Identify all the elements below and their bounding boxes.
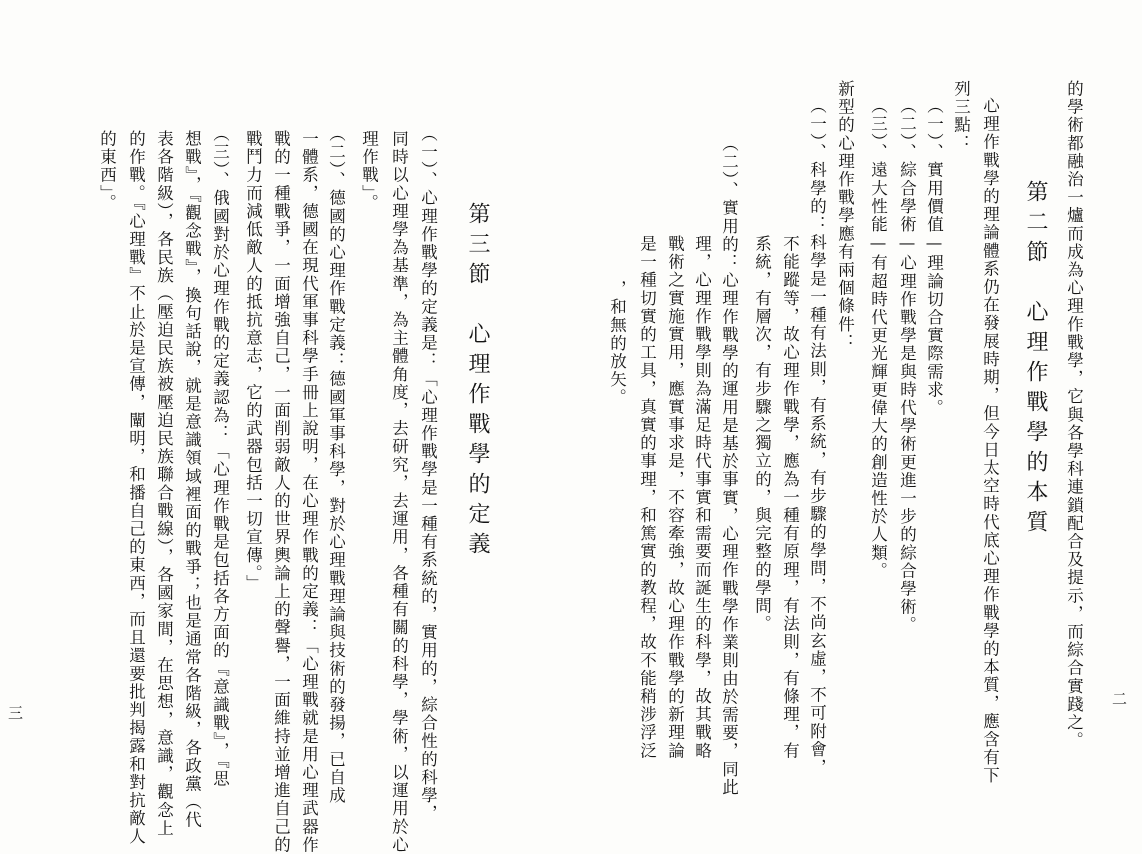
text-line: 戰術之實施實用，應實事求是，不容牽強，故心理作戰學的新理論 — [665, 235, 685, 760]
text-line: 想戰』，『觀念戰』，換句話說，就是意識領域裡面的戰爭；也是通常各階級，各政黨（代 — [182, 130, 202, 830]
text-line: 的作戰。『心理戰』不止於是宣傳，闡明，和播自己的東西，而且還要批判揭露和對抗敵人 — [126, 130, 146, 846]
text-line: （三）、遠大性能—有超時代更光輝更偉大的創造性於人類。 — [868, 97, 888, 580]
text-line: （一）、科學的：科學是一種有法則，有系統，有步驟的學問，不尚玄虛，不可附會， — [807, 97, 827, 777]
text-line: （一）、實用價值—理論切合實際需求。 — [924, 97, 944, 418]
text-line: （二）、德國的心理作戰定義：德國軍事科學，對於心理戰理論與技術的發揚，已自成 — [326, 125, 346, 805]
text-line: 的東西」。 — [97, 130, 117, 213]
text-line: 同時以心理學為基準，為主體角度，去研究，去運用，各種有關的科學，學術，以運用於心 — [389, 130, 409, 854]
text-line: 戰的一種戰爭，一面增強自己，一面削弱敵人的世界輿論上的聲譽，一面維持並增進自己的 — [271, 130, 291, 854]
text-line: 理作戰」。 — [359, 130, 379, 213]
text-line: （三）、俄國對於心理作戰的定義認為：「心理作戰是包括各方面的『意識戰』，『思 — [210, 125, 230, 789]
text-line: （一）、心理作戰學的定義是：「心理作戰學是一種有系統的，實用的，綜合性的科學， — [418, 125, 438, 823]
text-line: 心理作戰學的理論體系仍在發展時期，但今日太空時代底心理作戰學的本質，應含有下 — [980, 97, 1000, 785]
section-heading: 第三節 心理作戰學的定義 — [465, 202, 490, 562]
text-line: 是一種切實的工具，真實的事理，和篤實的教程，故不能稍涉浮泛 — [637, 235, 657, 760]
text-line: （二）、實用的：心理作戰學的運用是基於事實，心理作戰學作業則由於需要，同此 — [719, 135, 739, 797]
text-line: 列三點： — [951, 80, 971, 153]
text-line: 系統，有層次，有步驟之獨立的，與完整的學問。 — [752, 235, 772, 634]
text-line: 不能蹤等，故心理作戰學，應為一種有原理，有法則，有條理，有 — [780, 235, 800, 760]
text-line: （二）、綜合學術—心理作戰學是與時代學術更進一步的綜合學術。 — [897, 97, 917, 635]
text-line: 新型的心理作戰學應有兩個條件： — [835, 80, 855, 352]
text-line: ，和無的放矢。 — [607, 280, 627, 407]
text-line: 表各階級），各民族（壓迫民族被壓迫民族聯合戰線），各國家間，在思想，意識，觀念上 — [154, 130, 174, 838]
text-line: 一體系，德國在現代軍事科學手冊上說明，在心理作戰的定義：「心理戰就是用心理武器作 — [299, 130, 319, 854]
page-number: 二 — [1112, 690, 1128, 708]
text-line: 的學術都融治一爐而成為心理作戰學，它與各學科連鎖配合及提示，而綜合實踐之。 — [1064, 80, 1084, 750]
text-line: 戰鬥力而減低敵人的抵抗意志，它的武器包括一切宣傳。」 — [243, 130, 263, 593]
section-heading: 第二節 心理作戰學的本質 — [1023, 180, 1048, 540]
text-line: 理，心理作戰學則為滿足時代事實和需要而誕生的科學，故其戰略 — [692, 235, 712, 760]
page-number: 三 — [8, 704, 24, 722]
